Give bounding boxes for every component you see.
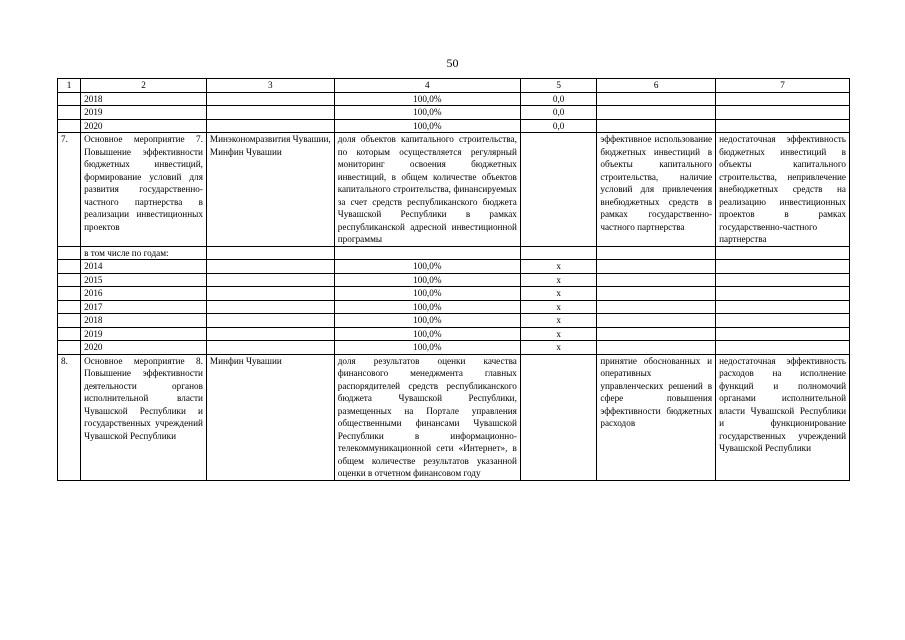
column5-value: x xyxy=(520,300,596,314)
column-number-row xyxy=(58,79,850,93)
measure-executor: Минэкономразвития Чувашии, Минфин Чувашии xyxy=(206,133,334,247)
year-cell: 2020 xyxy=(81,119,207,133)
page-number: 50 xyxy=(446,56,459,70)
program-table xyxy=(57,78,850,481)
measure-title: Основное мероприятие 8. Повышение эффективности деятельности органов исполнительной власти Чувашской Республики и государственных учреждений Чувашской Республики xyxy=(81,354,207,480)
year-row xyxy=(58,106,850,120)
column-number: 3 xyxy=(206,79,334,93)
measure-risk: недостаточная эффективность бюджетных инвестиций в объекты капитального строительства, непривлечение внебюджетных средств на реализацию инвестиционных проектов в рамках государственно-частного партнерства xyxy=(716,133,850,247)
measure-expected-result: эффективное использование бюджетных инвестиций в объекты капитального строительства, наличие условий для привлечения внебюджетных средств в рамках государственно-частного партнерства xyxy=(597,133,716,247)
column5-value: x xyxy=(520,327,596,341)
year-cell: 2019 xyxy=(81,327,207,341)
indicator-value: 100,0% xyxy=(334,260,520,274)
year-cell: 2014 xyxy=(81,260,207,274)
year-row xyxy=(58,273,850,287)
indicator-value: 100,0% xyxy=(334,106,520,120)
year-row xyxy=(58,119,850,133)
column-number: 7 xyxy=(716,79,850,93)
column-number: 5 xyxy=(520,79,596,93)
indicator-value: 100,0% xyxy=(334,287,520,301)
year-row xyxy=(58,341,850,355)
indicator-value: 100,0% xyxy=(334,92,520,106)
measure-number: 8. xyxy=(58,354,81,480)
indicator-value: 100,0% xyxy=(334,119,520,133)
year-cell: 2016 xyxy=(81,287,207,301)
column5-value: x xyxy=(520,287,596,301)
year-cell: 2020 xyxy=(81,341,207,355)
indicator-value: 100,0% xyxy=(334,314,520,328)
measure-8-row xyxy=(58,354,850,480)
column5-value: x xyxy=(520,341,596,355)
indicator-value: 100,0% xyxy=(334,327,520,341)
year-cell: 2018 xyxy=(81,314,207,328)
measure-risk: недостаточная эффективность расходов на исполнение функций и полномочий органами исполнительной власти Чувашской Республики и функционирование государственных учреждений Чувашской Республики xyxy=(716,354,850,480)
year-row xyxy=(58,327,850,341)
measure-7-row xyxy=(58,133,850,247)
column5-value: 0,0 xyxy=(520,119,596,133)
measure-column5 xyxy=(520,133,596,247)
year-row xyxy=(58,260,850,274)
measure-number: 7. xyxy=(58,133,81,247)
measure-expected-result: принятие обоснованных и оперативных управленческих решений в сфере повышения эффективности бюджетных расходов xyxy=(597,354,716,480)
column-number: 1 xyxy=(58,79,81,93)
indicator-value: 100,0% xyxy=(334,273,520,287)
column5-value: x xyxy=(520,260,596,274)
column-number: 6 xyxy=(597,79,716,93)
indicator-value: 100,0% xyxy=(334,341,520,355)
column-number: 4 xyxy=(334,79,520,93)
year-row xyxy=(58,300,850,314)
measure-title: Основное мероприятие 7. Повышение эффективности бюджетных инвестиций, формирование условий для развития государственно-частного партнерства в реализации инвестиционных проектов xyxy=(81,133,207,247)
year-cell: 2019 xyxy=(81,106,207,120)
year-row xyxy=(58,287,850,301)
year-cell: 2017 xyxy=(81,300,207,314)
in-years-label: в том числе по годам: xyxy=(81,246,207,260)
measure-executor: Минфин Чувашии xyxy=(206,354,334,480)
column5-value: x xyxy=(520,273,596,287)
year-cell: 2018 xyxy=(81,92,207,106)
column-number: 2 xyxy=(81,79,207,93)
year-row xyxy=(58,92,850,106)
year-row xyxy=(58,314,850,328)
subheader-row xyxy=(58,246,850,260)
column5-value: x xyxy=(520,314,596,328)
year-cell: 2015 xyxy=(81,273,207,287)
measure-indicator: доля объектов капитального строительства, по которым осуществляется регулярный мониторинг освоения бюджетных инвестиций, в общем количестве объектов капитального строительства, финансируемых за счет средств республиканского бюджета Чувашской Республики в рамках республиканской адресной инвестиционной программы xyxy=(334,133,520,247)
measure-column5 xyxy=(520,354,596,480)
measure-indicator: доля результатов оценки качества финансового менеджмента главных распорядителей средств республиканского бюджета Чувашской Республики, размещенных на Портале управления общественными финансами Чувашской Республики в информационно-телекоммуникационной сети «Интернет», в общем количестве результатов указанной оценки в отчетном финансовом году xyxy=(334,354,520,480)
column5-value: 0,0 xyxy=(520,106,596,120)
indicator-value: 100,0% xyxy=(334,300,520,314)
column5-value: 0,0 xyxy=(520,92,596,106)
